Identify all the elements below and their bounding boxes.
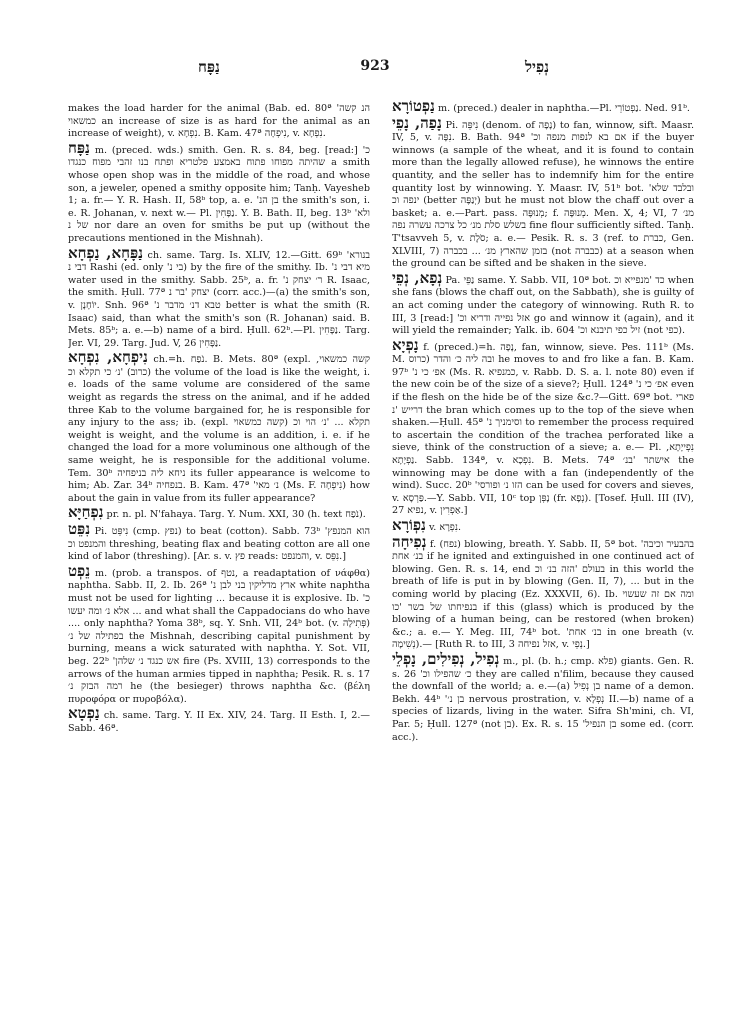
entry-text: ch. same. Targ. Is. XLIV, 12.—Gitt. 69ᵇ 'בנורא דבי נ Rashi (ed. only 'בי נ) by the fire of the smithy. Ib. 'מיא דבי נ water used in the smithy. Sabb. 25ᵇ, a. fr. 'ר׳ יצחק נ R. Isaac, the smith. Ḥull. 77ª יצחק 'בר נ (corr. acc.)—(a) the smith's son, v. יוֹחָנָן. Snh. 96ª 'טבא דנ׳ מדבר נ better is what the smith (R. Isaac) said, than what the smith's son (R. Johanan) said. B. Mets. 85ᵇ; a. e.—b) name of a bird. Ḥull. 62ᵇ.—Pl. נַפָּחִין. Targ. Jer. VI, 29. Targ. Jud. V, 26 נַפָּחִין.: [68, 249, 370, 349]
dictionary-entry: [68, 138, 370, 246]
entry-headword: נִפֵּט: [68, 520, 91, 538]
entry-text: makes the load harder for the animal (Bab. ed. 80ª 'הנ קשה כמשאוי an increase of size is as hard for the animal as an increase of weight), v. נִפְחָא. B. Kam. 47ª נִיפְחָה, v. נִפְחָא.: [68, 103, 370, 140]
entry-text: f. (נפח) blowing, breath. Y. Sabb. II, 5ª bot. 'בהבעיר וכיבה בנ׳ אחת if he ignited and extinguished in one continued act of blowing. Gen. R. s. 14, end בעולם 'הזה בנ׳ וכ in this world the breath of life is put in by blowing (Gen. II, 7), ... but in the coming world by placing (Ez. XXXVII, 6). Ib. ומה אם זה שעשוי בנפיחתו של בשר 'כו if this (glass) which is produced by the blowing of a human being, can be restored (when broken) &c.; a. e.— Y. Meg. III, 74ᵇ bot. 'בנ׳ אחת in one breath (v. נְשִׁימָה).— [Ruth R. to III, 3 אזל נפיחה, v. נְפֵי.]: [392, 538, 694, 651]
dictionary-entry: [392, 113, 694, 271]
dictionary-entry: [392, 335, 694, 518]
dictionary-entry: [68, 100, 370, 141]
entry-text: Pa. נַפֵּי same. Y. Sabb. VII, 10ª bot. כד 'מנפייא וכ when she fans (blows the chaff out, on the Sabbath), she is guilty of an act coming under the category of winnowing. Ruth R. to III, 3 [read:] 'אזל נפייה ודריא וכ go and winnow it (again), and it will yield the remainder; Yalk. ib. 604 'זיל כפי תיבנא וכ (not כפי).: [392, 274, 694, 337]
dictionary-entry: [68, 704, 370, 735]
entry-text: Pi. נִיפֵּט (cmp. נפץ) to beat (cotton). Sabb. 73ᵇ 'הוא המנפץ והמנפט וכ threshing, beating flax and beating cotton are all one kind of labor (threshing). [Ar. s. v. פץ reads: והמנפט, v. נִפֵּס.]: [68, 526, 370, 563]
dictionary-entry: [68, 520, 370, 564]
entry-text: f. (preced.)=h. נָפָה, fan, winnow, sieve. Pes. 111ᵇ (Ms. M. כרוס) ובה ליה כ׳ והדר he moves to and fro like a fan. B. Kam. 97ᵇ 'אפ׳ כי נ (Ms. R. כמנפיא, v. Rabb. D. S. a. l. note 80) even if the new coin be of the size of a sieve?; Ḥull. 124ª 'אפ׳ כי נ even if the flesh on the hide be of the size &c.?—Gitt. 69ª bot. פארי דרייש 'נ the bran which comes up to the top of the sieve when shaken.—Ḥull. 45ª 'וסימניך נ to remember the process required to ascertain the condition of the trachea perforated like a sieve, think of the construction of a sieve; a. e.— Pl. נִפְייָתָא, נַפְיָתָא. Sabb. 134ª, v. נִפְכָא. B. Mets. 74ª אישתר 'בנ׳ the winnowing may be done with a fan (independently of the wind). Succ. 20ᵇ 'הזו נ׳ ופורסי can be used for covers and sieves, v. פַּרְסָא.—Y. Sabb. VII, 10ᶜ top נָפְּן (fr. נְפָא). [Tosef. Ḥull. III (IV), 27 נפיא, v. אַפְרִין.]: [392, 341, 694, 517]
dictionary-entry: [68, 561, 370, 707]
running-head-right: נְפִיל: [525, 58, 549, 76]
entry-headword: נָפְיָא: [392, 335, 419, 354]
entry-text: v. נִפְרָא.: [428, 522, 462, 533]
entry-text: ch. same. Targ. Y. II Ex. XIV, 24. Targ. II Esth. I, 2.—Sabb. 46ª.: [68, 710, 370, 734]
dictionary-entry: [68, 503, 370, 522]
dictionary-entry: [392, 268, 694, 338]
page-header: [0, 58, 750, 82]
dictionary-entry: [68, 348, 370, 505]
entry-headword: נַפְטָא: [68, 704, 100, 723]
entry-text: ch.=h. נֹפַח. B. Mets. 80ª (expl. קשה כמשאוי, (כרוב) 'נ׳ כי תקלא וכ the volume of the load is like the weight, i. e. loads of the same volume are considered of the same weight as regards the stress on the animal, and if he added three Kab to the volume bargained for, he is responsible for any injury to the ass; ib. (expl. קשה כמשאוי) תקלא ... 'נ׳ הוי וכ weight is weight, and the volume is an addition, i. e. if he changed the load for a more voluminous one although of the same weight, he is responsible for the additional volume. Tem. 30ᵇ ניחא ליה בניפחיה its fuller appearance is welcome to him; Ab. Zar. 34ᵇ בנפחיה. B. Kam. 47ª 'נ׳ מאי (Ms. F. נִיפְחָה) how about the gain in value from its fuller appearance?: [68, 354, 370, 504]
entry-headword: נְפִיל, נְפִילִים, נָפְלֵי: [392, 649, 500, 668]
dictionary-entry: [392, 516, 694, 535]
entry-headword: נִיפְחָא, נִפְחָא: [68, 348, 148, 367]
dictionary-entry: [392, 532, 694, 652]
entry-text: Pi. נִיפֵּה (denom. of נָפָה) to fan, winnow, sift. Maasr. IV, 5, v. נִפָּה. B. Bath. 94ª 'אם בא לנפות מנפה וכ if the buyer winnows (a sample of the wheat, and it is found to contain more than the legally allowed refuse), he winnows the entire quantity, and the seller has to indemnify him for the entire quantity lost by winnowing. Y. Maasr. IV, 51ᵇ bot. 'ובלבד שלא ינפה וכ (better יְנַפֶּה) but he must not blow the chaff out over a basket; a. e.—Part. pass. מְנוּפֶּה; f. מְנוּפָּה. Men. X, 4; VI, 7 מנ׳ בשלש סלת מנ׳ כל צרכה עשרה נפה fine flour sufficiently sifted. Tanḥ. T'tsavveh 5, v. סֹלֶת; a. e.— Pesik. R. s. 3 (ref. to כברת, Gen. XLVIII, 7) בזמן שהארץ מנ׳ ... בכברה (not כבברה) at a season when the ground can be sifted and be shaken in the sieve.: [392, 119, 694, 270]
entry-text: m. (preced.) dealer in naphtha.—Pl. נַפְטוֹרֵי. Ned. 91ᵇ.: [438, 103, 690, 114]
entry-headword: נַפָּח: [68, 138, 90, 157]
entry-text: m. (preced. wds.) smith. Gen. R. s. 84, beg. [read:] 'כ שהיתה מפוחו פתוח באמצע פלטריא ופתח בנו זהבי מפוח כנגדו a smith whose open shop was in the middle of the road, and whose son, a jeweler, opened a smithy opposite him; Tanḥ. Vayesheb 1; a. fr.— Y. R. Hash. II, 58ᵇ top, a. e. 'בן הנ the smith's son, i. e. R. Johanan, v. next w.— Pl. נַפָּחִין. Y. B. Bath. II, beg. 13ᵇ 'ולא של נ nor dare an oven for smiths be put up (without the precautions mentioned in the Mishnah).: [68, 144, 370, 244]
entry-headword: נִפְחַיָּא: [68, 503, 104, 522]
entry-headword: נְפִיחָה: [392, 532, 427, 551]
entry-headword: נָפַה, נָפֵי: [392, 113, 442, 132]
entry-text: pr. n. pl. N'fahaya. Targ. Y. Num. XXI, 30 (h. text נֹפַח).: [106, 509, 366, 521]
running-head-left: נַפָּח: [198, 58, 220, 76]
entry-headword: נֵפְט: [68, 561, 91, 580]
entry-headword: נַפָּחָא, נַפְחָא: [68, 243, 143, 262]
right-column: [392, 100, 694, 1000]
dictionary-entry: [392, 649, 694, 744]
entry-text: m. (prob. a transpos. of נטף, a readaptation of νάφθα) naphtha. Sabb. II, 2. Ib. 26ª 'ארץ מדליקין בני לבן נ white naphtha must not be used for lighting ... because it is explosive. Ib. 'כ ... אלא נ׳ ומה יעשו and what shall the Cappadocians do who have .... only naphtha? Yoma 38ᵇ, sq. Y. Snh. VII, 24ᵇ bot. (v. פְּתִילָה) בפתילה של נ׳ the Mishnah, describing capital punishment by burning, means a wick saturated with naphtha. Y. Sot. VII, beg. 22ᵇ 'אש כנגד נ׳ שלהן fire (Ps. XVIII, 13) corresponds to the arrows of the human armies tipped in naphtha; Pesik. R. s. 17 רמה הבזק נ׳ he (the besieger) throws naphtha &c. (βέλη πυροφόρα or πυροβόλα).: [68, 567, 370, 705]
entry-text: m., pl. (b. h.; cmp. פלא) giants. Gen. R. s. 26 'כ׳ שהפילו וכ they are called n'filim, because they caused the downfall of the world; a. e.—(a) בן נְפִיל name of a demon. Bekh. 44ᵇ 'בן נ׳ nervous prostration, v. נְפְלָא II.—b) name of a species of lizards, living in the water. Sifra Sh'mini, ch. VI, Par. 5; Ḥull. 127ª (not בן). Ex. R. s. 15 'בן הנפיל some ed. (corr. acc.).: [392, 655, 694, 743]
dictionary-entry: [68, 243, 370, 351]
entry-headword: נִפְוֹרָא: [392, 516, 426, 534]
entry-headword: נְפָא, נְפֵי: [392, 268, 443, 287]
page-number: 923: [360, 58, 390, 74]
entry-headword: נַפְטוֹרָא: [392, 100, 435, 115]
left-column: [68, 100, 370, 1000]
